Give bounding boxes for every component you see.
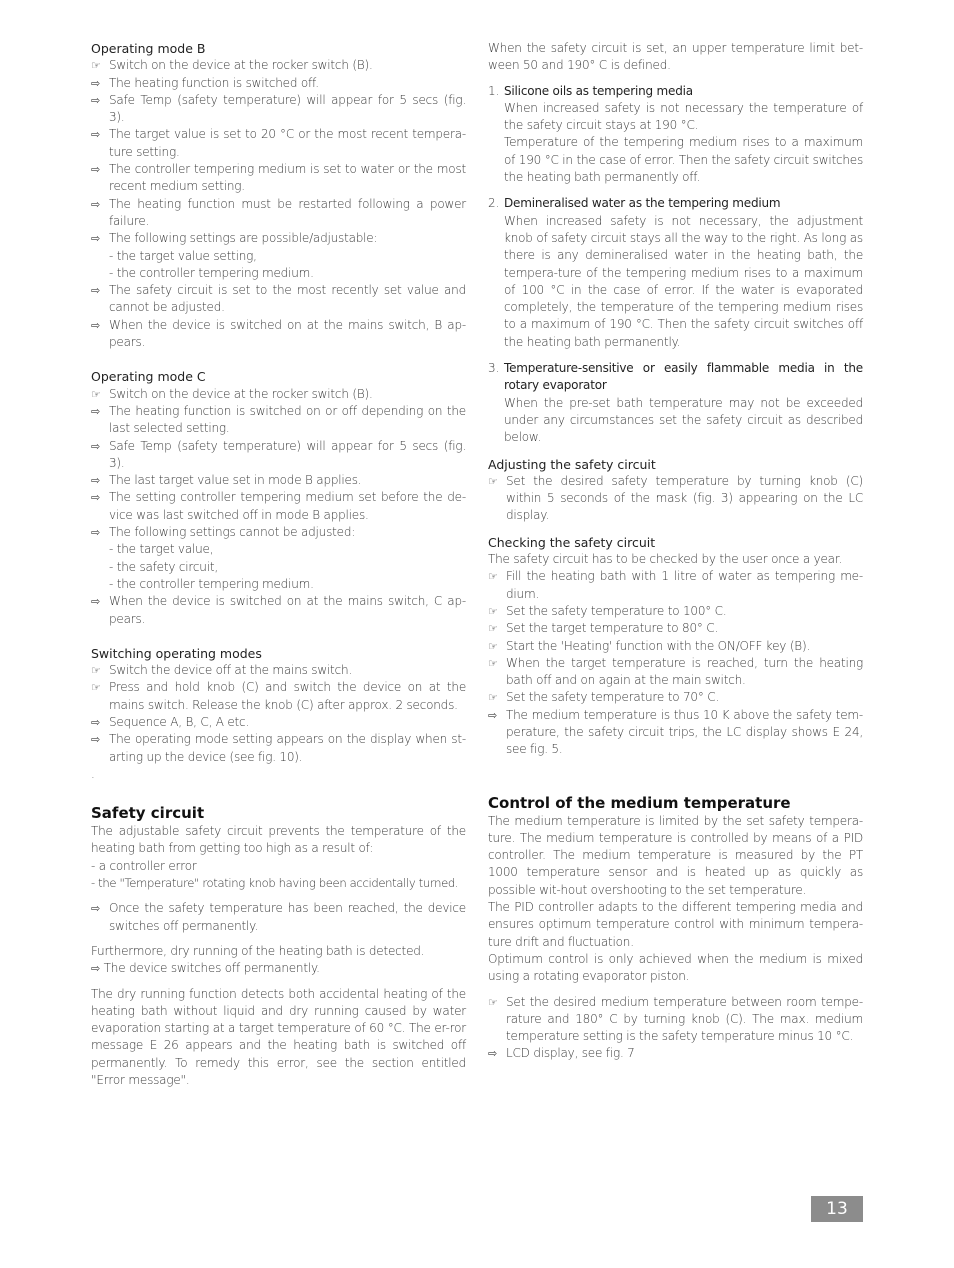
list-item: ⇨ The controller tempering medium is set to water or the most recent medium setting. [91, 162, 466, 194]
list-item: ⇨ Safe Temp (safety temperature) will appear for 5 secs (fig. 3). [91, 92, 466, 125]
paragraph: The safety circuit has to be checked by the user once a year. [488, 552, 843, 567]
list-item: ☞ Switch the device off at the mains switch. [91, 662, 466, 679]
sub-item: - the controller tempering medium. [109, 265, 314, 280]
list-item: ⇨ The target value is set to 20 °C or the most recent tempera-ture setting. [91, 127, 466, 159]
list-item: ⇨ LCD display, see fig. 7 [488, 1045, 863, 1062]
arrow-icon: ⇨ [91, 318, 101, 332]
sub-item: - the target value, [109, 542, 214, 557]
list-item: ☞ Set the target temperature to 80° C. [488, 620, 863, 637]
heading-adjusting-safety-circuit: Adjusting the safety circuit [488, 456, 656, 472]
hand-icon: ☞ [488, 474, 498, 488]
sub-item: - the controller tempering medium. [109, 576, 314, 591]
arrow-icon: ⇨ [91, 128, 101, 142]
list-item: ☞ Set the safety temperature to 70° C. [488, 689, 863, 706]
arrow-icon: ⇨ [488, 1047, 498, 1061]
right-column [488, 40, 863, 1063]
heading-operating-mode-c: Operating mode C [91, 369, 206, 385]
page-number: 13 [811, 1196, 863, 1222]
paragraph: When increased safety is not necessary, the adjustment knob of safety circuit stays all the way to the right. As long as there is any demineralised water in the heating bath, the tempera-ture of the tempering medium rises to a maximum of 100 °C in the case of error. If the water is evaporated completely, the temperature of the tempering medium rises to a maximum of 190 °C. Then the safety circuit switches off the heating bath permanently. [504, 213, 863, 349]
arrow-icon: ⇨ [91, 595, 101, 609]
stray-dot: . [91, 766, 95, 781]
hand-icon: ☞ [488, 604, 498, 618]
list-item: ⇨ The device switches off permanently. [91, 961, 320, 976]
sub-item: - the safety circuit, [109, 559, 218, 574]
numbered-item [488, 195, 863, 351]
list-item: ⇨ The setting controller tempering medium set before the de-vice was last switched off in mode B applies. [91, 490, 466, 522]
arrow-icon: ⇨ [91, 163, 101, 177]
paragraph: The adjustable safety circuit prevents the temperature of the heating bath from getting too high as a result of: [91, 824, 466, 856]
paragraph: Temperature of the tempering medium rises to a maximum of 190 °C in the case of error. Then the safety circuit switches the heating bath permanently off. [504, 135, 864, 185]
hand-icon: ☞ [91, 387, 101, 401]
arrow-icon: ⇨ [91, 93, 101, 107]
arrow-icon: ⇨ [91, 197, 101, 211]
hand-icon: ☞ [488, 995, 498, 1009]
hand-icon: ☞ [91, 664, 101, 678]
list-item: ⇨ The last target value set in mode B applies. [91, 472, 466, 489]
list-item: ☞ Set the desired medium temperature between room tempe-rature and 180° C by turning knob (C). The max. medium temperature setting is the safety temperature minus 10 °C. [488, 994, 863, 1044]
list-item: ⇨ When the device is switched on at the mains switch, C ap-pears. [91, 594, 466, 626]
list-item: ☞ Switch on the device at the rocker switch (B). [91, 386, 466, 403]
list-item: ⇨ The medium temperature is thus 10 K above the safety tem-perature, the safety circuit trips, the LC display shows E 24, see fig. 5. [488, 707, 863, 757]
arrow-icon: ⇨ [91, 715, 101, 729]
numbered-item [488, 83, 863, 187]
paragraph: When the safety circuit is set, an upper temperature limit bet-ween 50 and 190° C is defined. [488, 41, 863, 73]
arrow-icon: ⇨ [91, 526, 101, 540]
item-title: Demineralised water as the tempering medium [504, 196, 781, 211]
arrow-icon: ⇨ [91, 284, 101, 298]
arrow-icon: ⇨ [91, 491, 101, 505]
item-number: 1. [488, 83, 500, 98]
hand-icon: ☞ [488, 622, 498, 636]
list-item: ☞ Fill the heating bath with 1 litre of water as tempering me-dium. [488, 569, 863, 601]
item-title: Temperature-sensitive or easily flammable media in the rotary evaporator [504, 361, 863, 393]
list-item: ⇨ The operating mode setting appears on the display when st-arting up the device (see fig. 10). [91, 732, 466, 764]
arrow-icon: ⇨ [91, 76, 101, 90]
arrow-icon: ⇨ [91, 404, 101, 418]
list-item: ⇨ The heating function is switched off. [91, 75, 466, 92]
heading-control-medium-temperature: Control of the medium temperature [488, 793, 791, 812]
left-column [91, 40, 466, 1089]
arrow-icon: ⇨ [91, 962, 101, 976]
paragraph: When increased safety is not necessary the temperature of the safety circuit stays at 190 °C. [504, 100, 863, 133]
hand-icon: ☞ [488, 656, 498, 670]
paragraph: When the pre-set bath temperature may not be exceeded under any circumstances set the safety circuit as described below. [504, 395, 863, 445]
list-item: ☞ Set the safety temperature to 100° C. [488, 603, 863, 620]
list-item: ☞ Switch on the device at the rocker switch (B). [91, 57, 466, 74]
list-item: ☞ When the target temperature is reached, turn the heating bath off and on again at the main switch. [488, 655, 863, 688]
hand-icon: ☞ [91, 681, 101, 695]
item-title: Silicone oils as tempering media [504, 83, 693, 98]
arrow-icon: ⇨ [91, 733, 101, 747]
arrow-icon: ⇨ [488, 708, 498, 722]
hand-icon: ☞ [488, 691, 498, 705]
heading-switching-operating-modes: Switching operating modes [91, 645, 262, 661]
arrow-icon: ⇨ [91, 232, 101, 246]
list-item: ⇨ Safe Temp (safety temperature) will appear for 5 secs (fig. 3). [91, 438, 466, 470]
hand-icon: ☞ [488, 639, 498, 653]
hand-icon: ☞ [488, 570, 498, 584]
heading-safety-circuit: Safety circuit [91, 804, 205, 823]
paragraph: The medium temperature is limited by the set safety tempera-ture. The medium temperature is controlled by means of a PID controller. The medium temperature is measured by the PT 1000 temperature sensor and is heated up as quickly as possible wit-hout overshooting to the set temperature. [488, 813, 863, 897]
numbered-item [488, 360, 863, 446]
list-item: ⇨ When the device is switched on at the mains switch, B ap-pears. [91, 317, 466, 350]
arrow-icon: ⇨ [91, 474, 101, 488]
paragraph: Furthermore, dry running of the heating bath is detected. [91, 943, 425, 958]
list-item: ☞ Press and hold knob (C) and switch the device on at the mains switch. Release the knob (C) after approx. 2 seconds. [91, 680, 466, 712]
heading-operating-mode-b: Operating mode B [91, 41, 206, 56]
list-item: ⇨ The heating function is switched on or off depending on the last selected setting. [91, 403, 466, 436]
arrow-icon: ⇨ [91, 902, 101, 916]
list-item: ⇨ The following settings cannot be adjusted: [91, 524, 466, 541]
list-item: ⇨ The heating function must be restarted following a power failure. [91, 196, 466, 228]
paragraph-line: - a controller error [91, 858, 197, 873]
list-item: ⇨ The following settings are possible/adjustable: [91, 230, 466, 247]
list-item: ⇨ The safety circuit is set to the most recently set value and cannot be adjusted. [91, 283, 466, 315]
list-item: ⇨ Once the safety temperature has been reached, the device switches off permanently. [91, 901, 466, 933]
item-number: 3. [488, 361, 500, 376]
list-item: ☞ Set the desired safety temperature by turning knob (C) within 5 seconds of the mask (fig. 3) appearing on the LC display. [488, 473, 863, 523]
sub-item: - the target value setting, [109, 248, 257, 263]
paragraph: The dry running function detects both accidental heating of the heating bath without liquid and dry running caused by water evaporation starting at a target temperature of 60 °C. The er-ror message E 26 appears and the heating bath is switched off permanently. To remedy this error, see the section entitled "Error message". [91, 986, 466, 1088]
item-number: 2. [488, 196, 500, 211]
list-item: ⇨ Sequence A, B, C, A etc. [91, 714, 466, 731]
hand-icon: ☞ [91, 59, 101, 73]
heading-checking-safety-circuit: Checking the safety circuit [488, 534, 656, 550]
list-item: ☞ Start the 'Heating' function with the ON/OFF key (B). [488, 638, 863, 655]
paragraph-line: - the "Temperature" rotating knob having been accidentally turned. [91, 876, 459, 891]
paragraph: Optimum control is only achieved when the medium is mixed using a rotating evaporator piston. [488, 951, 863, 984]
arrow-icon: ⇨ [91, 439, 101, 453]
paragraph: The PID controller adapts to the different tempering media and ensures optimum temperature control with minimum tempera-ture drift and fluctuation. [488, 900, 863, 949]
